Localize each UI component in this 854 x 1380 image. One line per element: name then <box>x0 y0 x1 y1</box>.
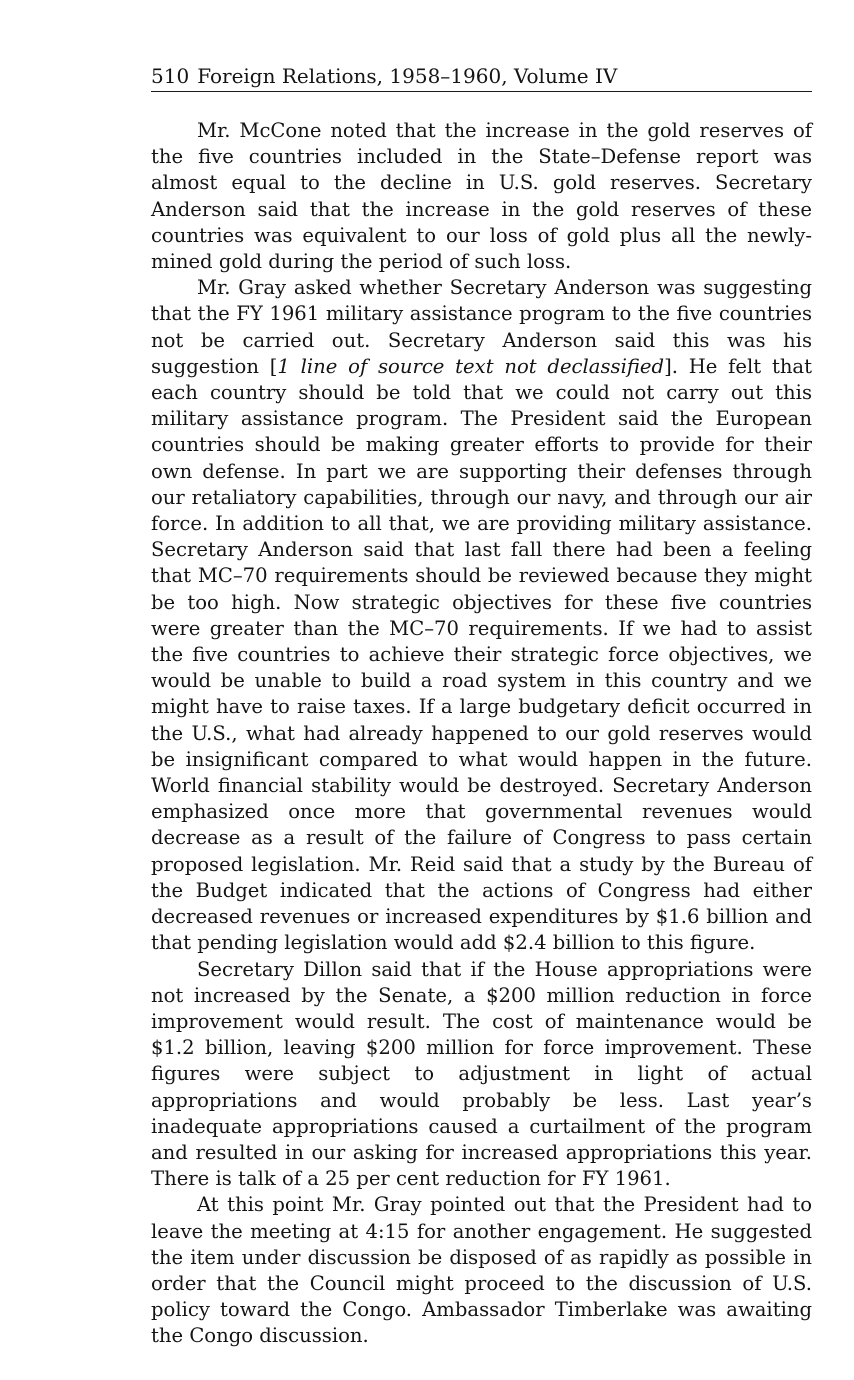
paragraph-text: ]. He felt that each country should be told that we could not carry out this military assistance program. The President said the European countries should be making greater efforts to provide for their own defense. In part we are supporting their defenses through our retaliatory capabilities, through our navy, and through our air force. In addition to all that, we are providing military assistance. Secretary Anderson said that last fall there had been a feeling that MC–70 requirements should be reviewed because they might be too high. Now strategic objectives for these five countries were greater than the MC–70 requirements. If we had to assist the five countries to achieve their strategic force objectives, we would be unable to build a road system in this country and we might have to raise taxes. If a large budgetary deficit occurred in the U.S., what had already happened to our gold reserves would be insignificant compared to what would happen in the future. World financial stability would be destroyed. Secretary Anderson emphasized once more that governmental revenues would decrease as a result of the failure of Congress to pass certain proposed legislation. Mr. Reid said that a study by the Bureau of the Budget indicated that the actions of Congress had either decreased revenues or increased expenditures by $1.6 billion and that pending legislation would add $2.4 billion to this figure. <box>151 354 812 955</box>
paragraph-mccone: Mr. McCone noted that the increase in the gold reserves of the five countries included in the State–Defense report was almost equal to the decline in U.S. gold reserves. Secretary Anderson said that the increase in the gold reserves of these countries was equivalent to our loss of gold plus all the newly-mined gold during the period of such loss. <box>151 119 812 274</box>
paragraph-text: Mr. Gray asked whether Secretary Anderson was suggesting that the FY 1961 military assistance program to the five countries not be carried out. Secretary Anderson said this was his suggestion [ <box>151 276 812 378</box>
running-head <box>151 62 812 92</box>
paragraph-gray-congo: At this point Mr. Gray pointed out that the President had to leave the meeting at 4:15 for another engagement. He suggested the item under discussion be disposed of as rapidly as possible in order that the Council might proceed to the discussion of U.S. policy toward the Congo. Ambassador Timberlake was awaiting the Congo discussion. <box>151 1193 812 1348</box>
paragraph-dillon: Secretary Dillon said that if the House appropriations were not increased by the Senate, a $200 million reduction in force improvement would result. The cost of maintenance would be $1.2 billion, leaving $200 million for force improvement. These figures were subject to adjustment in light of actual appropriations and would probably be less. Last year’s inadequate appropriations caused a curtailment of the program and resulted in our asking for increased appropriations this year. There is talk of a 25 per cent reduction for FY 1961. <box>151 957 812 1191</box>
volume-title: Foreign Relations, 1958–1960, Volume IV <box>197 64 618 88</box>
body-text <box>151 118 812 1350</box>
page-number: 510 <box>151 64 190 88</box>
paragraph-gray-anderson <box>151 275 812 956</box>
editorial-note: 1 line of source text not declassified <box>277 354 665 378</box>
